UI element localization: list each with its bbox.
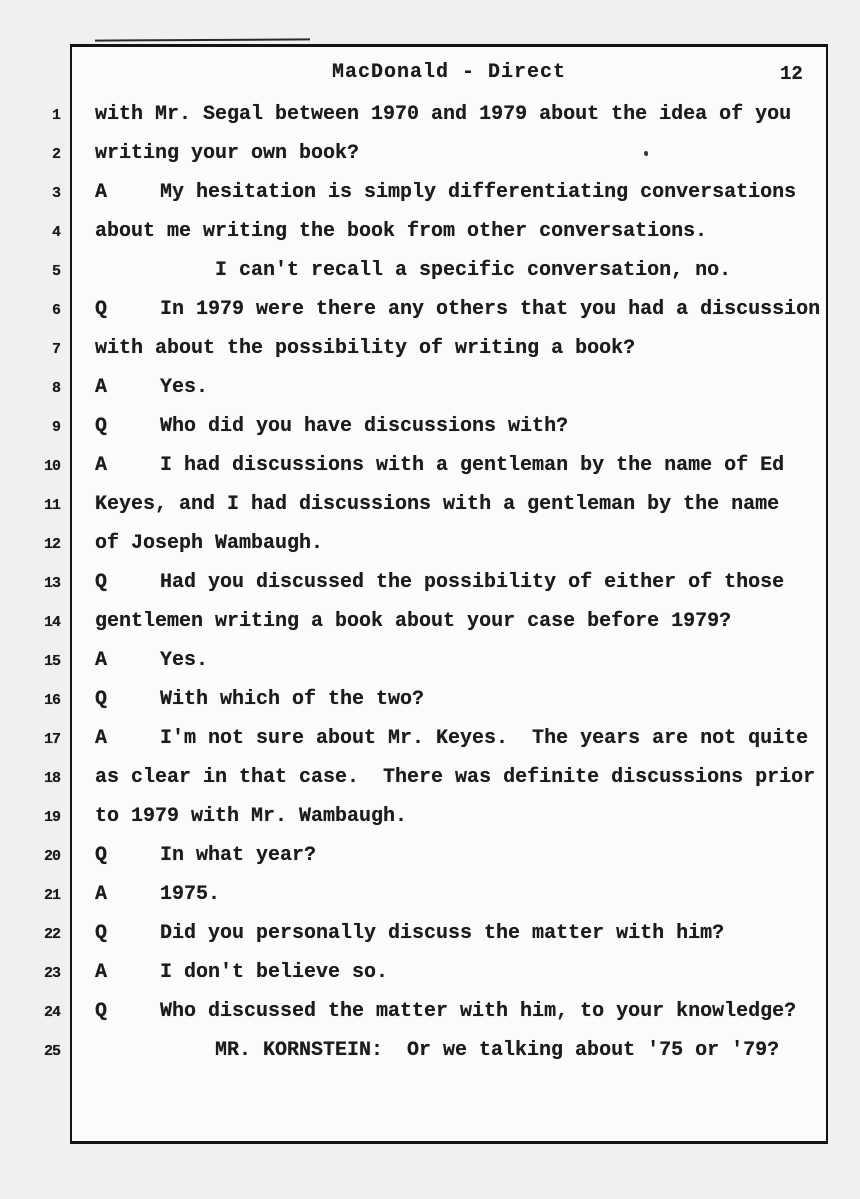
line-content (95, 953, 388, 992)
speaker-label: A (95, 883, 108, 906)
transcript-line (0, 173, 860, 212)
line-text: Keyes, and I had discussions with a gentleman by the name (95, 493, 780, 516)
line-content (95, 329, 635, 368)
speaker-label: Q (95, 571, 108, 594)
speaker-label: A (95, 961, 108, 984)
line-text: as clear in that case. There was definite discussions prior (95, 766, 816, 789)
line-text: I'm not sure about Mr. Keyes. The years are not quite (160, 727, 809, 750)
line-content (215, 251, 731, 290)
speaker-label: A (95, 181, 108, 204)
line-text: about me writing the book from other conversations. (95, 220, 708, 243)
transcript-line (0, 212, 860, 251)
transcript-line (0, 836, 860, 875)
line-content (95, 290, 820, 329)
transcript-line (0, 953, 860, 992)
line-text: to 1979 with Mr. Wambaugh. (95, 805, 408, 828)
line-number: 22 (43, 926, 60, 943)
line-number: 21 (43, 887, 60, 904)
line-text: MR. KORNSTEIN: Or we talking about '75 or '79? (215, 1039, 780, 1062)
speaker-label: Q (95, 298, 108, 321)
line-text: Who discussed the matter with him, to your knowledge? (160, 1000, 797, 1023)
line-content (95, 368, 208, 407)
line-text: I don't believe so. (160, 961, 389, 984)
transcript-line (0, 446, 860, 485)
stray-mark (644, 151, 648, 156)
transcript-line (0, 914, 860, 953)
line-text: Did you personally discuss the matter with him? (160, 922, 725, 945)
line-number: 1 (51, 107, 60, 124)
line-content (95, 719, 808, 758)
line-text: with Mr. Segal between 1970 and 1979 about the idea of you (95, 103, 792, 126)
line-text: Yes. (160, 649, 209, 672)
transcript-line (0, 251, 860, 290)
line-number: 2 (51, 146, 60, 163)
line-content (95, 602, 731, 641)
line-text: with about the possibility of writing a book? (95, 337, 636, 360)
line-content (95, 212, 707, 251)
line-content (95, 992, 796, 1031)
transcript-line (0, 602, 860, 641)
line-number: 7 (51, 341, 60, 358)
transcript-line (0, 641, 860, 680)
transcript-line (0, 680, 860, 719)
line-number: 25 (43, 1043, 60, 1060)
line-number: 4 (51, 224, 60, 241)
line-content (95, 680, 424, 719)
line-text: writing your own book? (95, 142, 360, 165)
line-content (95, 875, 220, 914)
line-text: My hesitation is simply differentiating conversations (160, 181, 797, 204)
transcript-line (0, 719, 860, 758)
line-number: 10 (43, 458, 60, 475)
page-title: MacDonald - Direct (331, 61, 567, 84)
line-content (95, 173, 796, 212)
line-content (95, 836, 316, 875)
transcript-line (0, 758, 860, 797)
line-content (95, 446, 784, 485)
line-text: In 1979 were there any others that you had a discussion (160, 298, 821, 321)
line-content (95, 797, 407, 836)
line-content (95, 641, 208, 680)
transcript-line (0, 875, 860, 914)
speaker-label: Q (95, 415, 108, 438)
line-content (95, 485, 779, 524)
transcript-line (0, 563, 860, 602)
line-number: 17 (43, 731, 60, 748)
page-number: 12 (780, 63, 803, 85)
transcript-line (0, 290, 860, 329)
speaker-label: A (95, 649, 108, 672)
line-text: Who did you have discussions with? (160, 415, 569, 438)
transcript-line (0, 524, 860, 563)
line-text: gentlemen writing a book about your case before 1979? (95, 610, 732, 633)
line-number: 3 (51, 185, 60, 202)
transcript-line (0, 992, 860, 1031)
line-text: In what year? (160, 844, 317, 867)
transcript-line (0, 797, 860, 836)
line-number: 20 (43, 848, 60, 865)
transcript-line (0, 1031, 860, 1070)
speaker-label: A (95, 454, 108, 477)
line-number: 5 (51, 263, 60, 280)
speaker-label: A (95, 727, 108, 750)
line-content (95, 95, 791, 134)
line-number: 14 (43, 614, 60, 631)
transcript-line (0, 485, 860, 524)
transcript-line (0, 329, 860, 368)
line-content (95, 914, 724, 953)
line-content (215, 1031, 779, 1070)
line-number: 16 (43, 692, 60, 709)
line-content (95, 134, 359, 173)
line-number: 18 (43, 770, 60, 787)
line-text: Had you discussed the possibility of either of those (160, 571, 785, 594)
line-text: I had discussions with a gentleman by the name of Ed (160, 454, 785, 477)
line-number: 11 (43, 497, 60, 514)
line-number: 19 (43, 809, 60, 826)
line-number: 13 (43, 575, 60, 592)
transcript-line (0, 368, 860, 407)
line-text: With which of the two? (160, 688, 425, 711)
line-number: 6 (51, 302, 60, 319)
line-content (95, 563, 784, 602)
speaker-label: Q (95, 844, 108, 867)
speaker-label: Q (95, 922, 108, 945)
speaker-label: Q (95, 688, 108, 711)
line-text: of Joseph Wambaugh. (95, 532, 324, 555)
line-text: Yes. (160, 376, 209, 399)
line-content (95, 524, 323, 563)
transcript-line (0, 95, 860, 134)
line-number: 8 (51, 380, 60, 397)
line-number: 15 (43, 653, 60, 670)
line-text: 1975. (160, 883, 221, 906)
speaker-label: Q (95, 1000, 108, 1023)
speaker-label: A (95, 376, 108, 399)
transcript-line (0, 407, 860, 446)
line-number: 9 (51, 419, 60, 436)
line-number: 23 (43, 965, 60, 982)
line-text: I can't recall a specific conversation, no. (215, 259, 732, 282)
line-content (95, 758, 815, 797)
line-number: 12 (43, 536, 60, 553)
transcript-line (0, 134, 860, 173)
line-number: 24 (43, 1004, 60, 1021)
line-content (95, 407, 568, 446)
